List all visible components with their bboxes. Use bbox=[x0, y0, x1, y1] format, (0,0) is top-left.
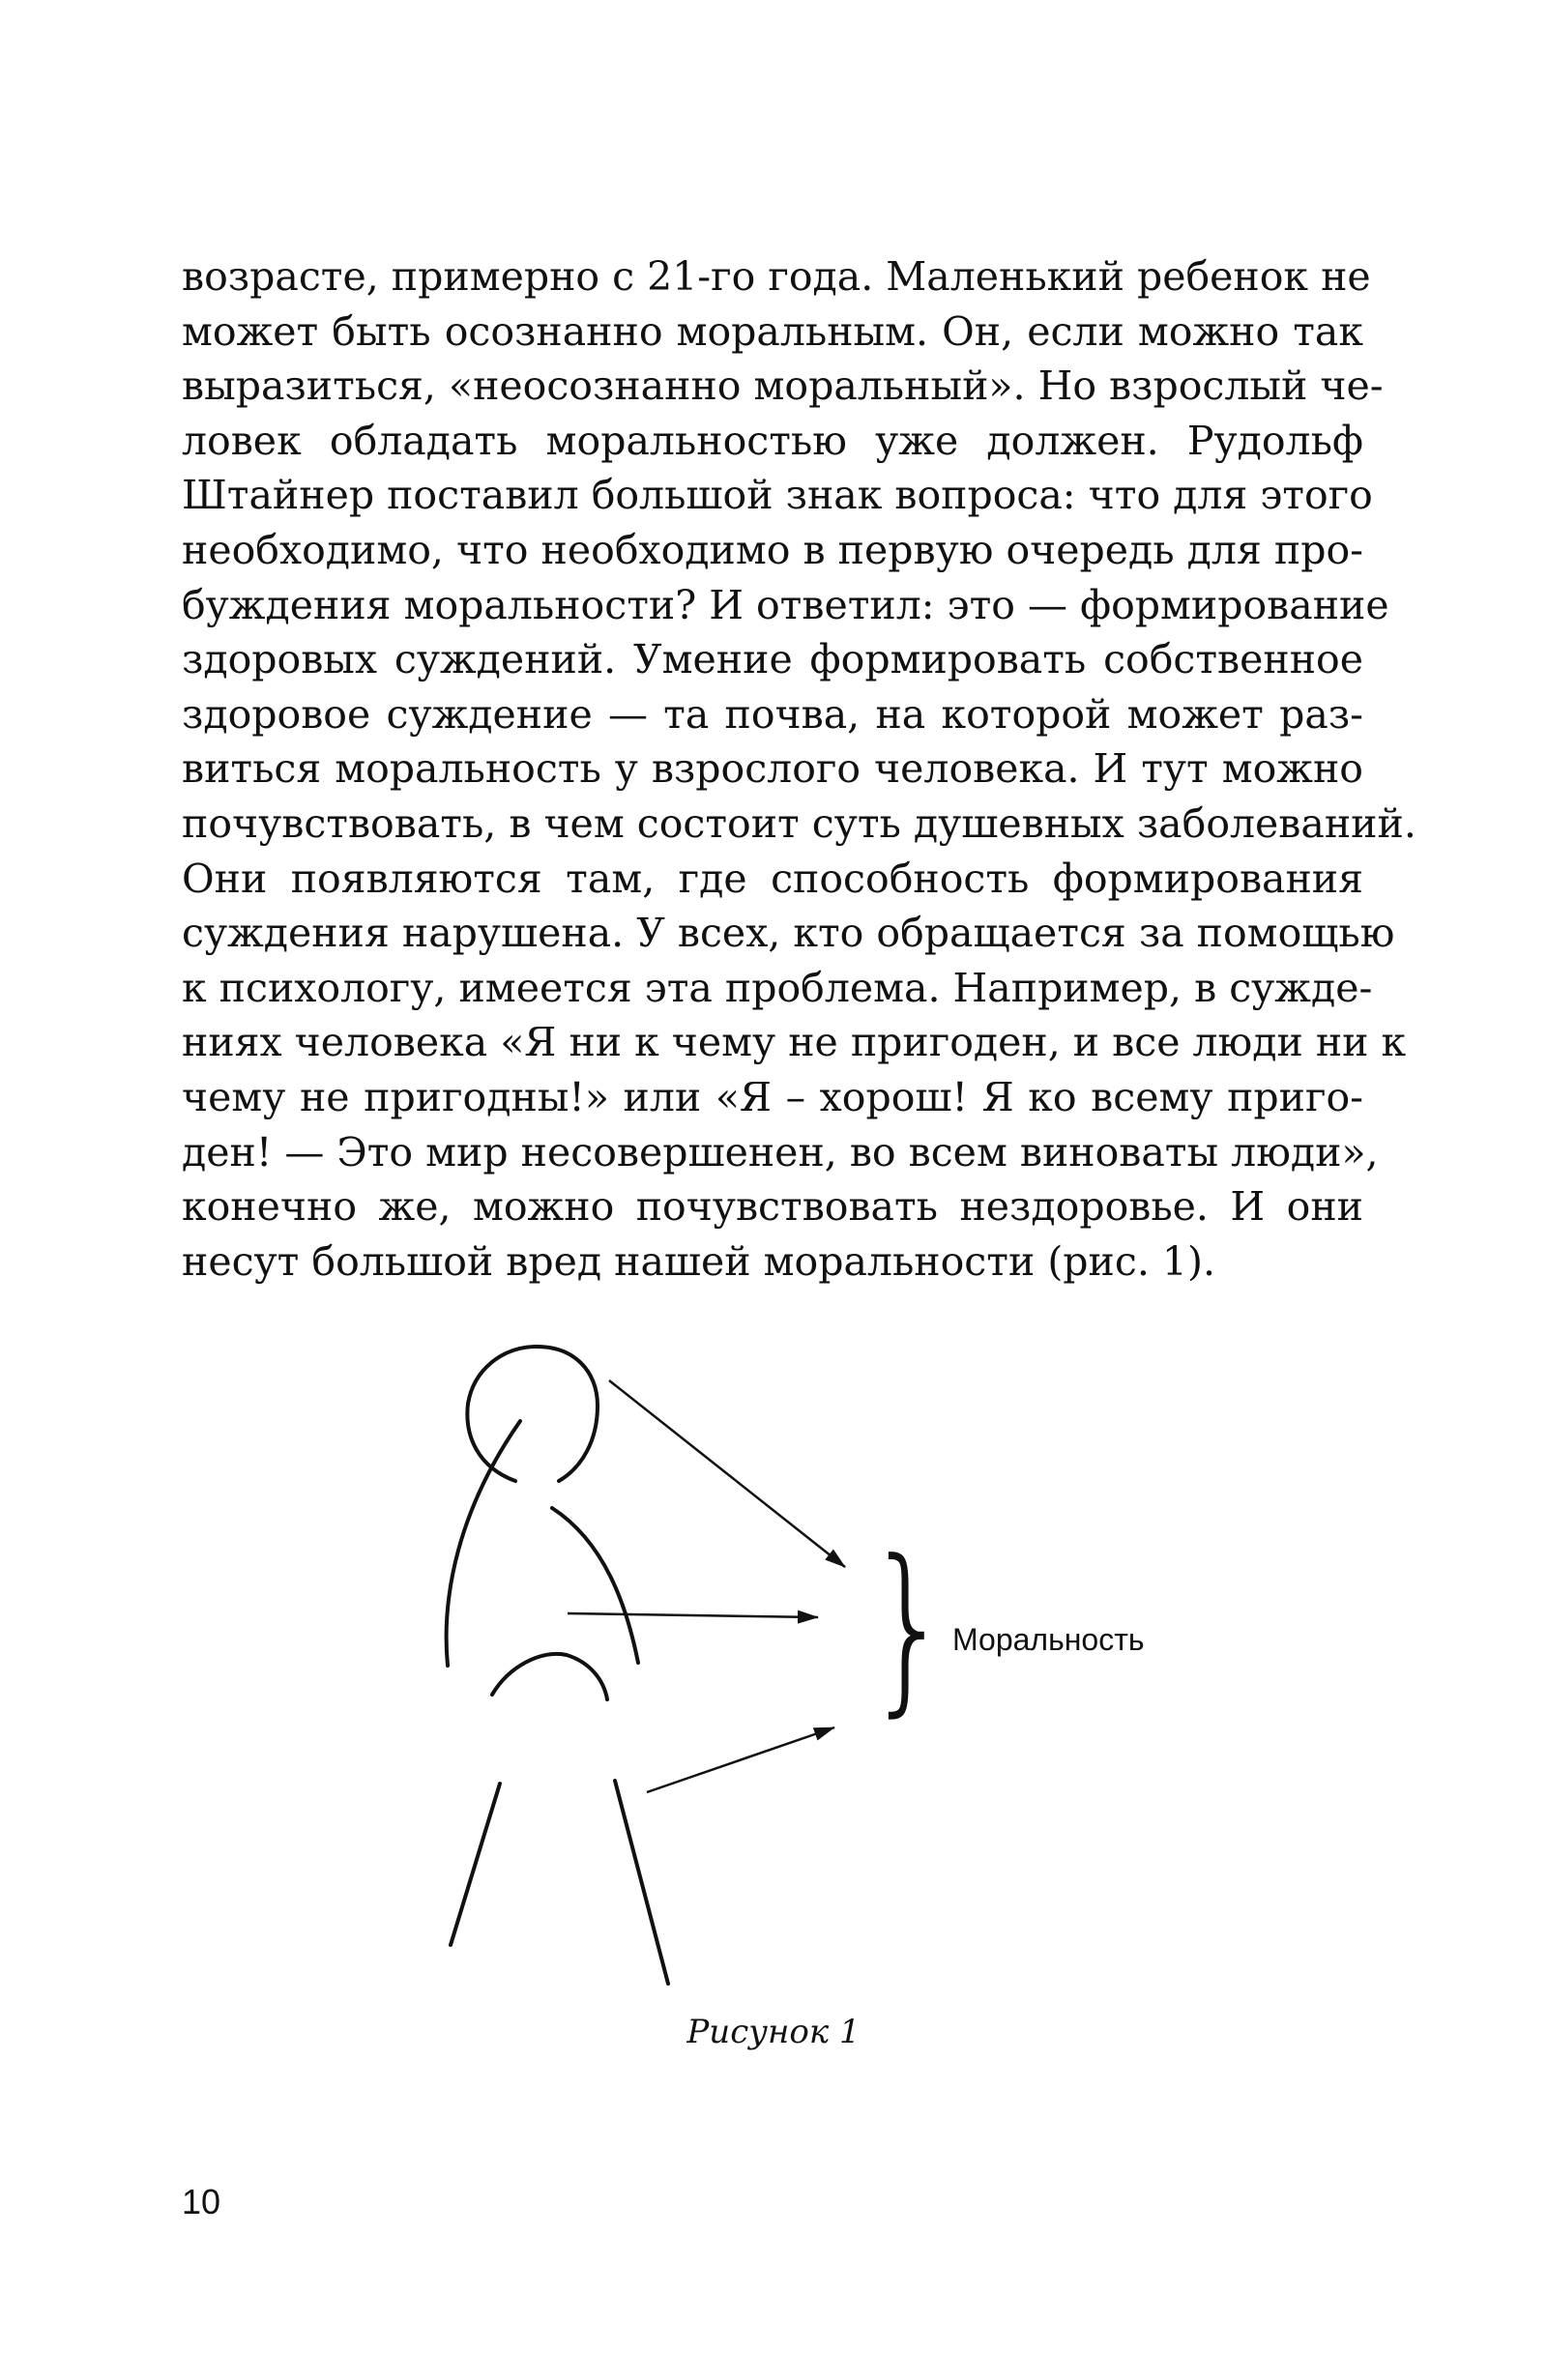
text-line: ниях человека «Я ни к чему не пригоден, и все люди ни к bbox=[182, 1019, 1407, 1066]
figure-caption: Рисунок 1 bbox=[686, 2013, 861, 2051]
text-line: ден! — Это мир несовершенен, во всем виноваты люди», bbox=[182, 1128, 1379, 1175]
right-leg bbox=[615, 1781, 668, 1984]
text-line: может быть осознанно моральным. Он, если можно так bbox=[182, 307, 1363, 355]
morality-label: Моральность bbox=[952, 1622, 1145, 1657]
text-line: виться моральность у взрослого человека. И тут можно bbox=[182, 745, 1363, 793]
text-line: выразиться, «неосознанно моральный». Но взрослый че- bbox=[182, 363, 1384, 410]
text-line: ловек обладать моральностью уже должен. Рудольф bbox=[182, 417, 1363, 464]
text-line: конечно же, можно почувствовать нездоровье. И они bbox=[182, 1183, 1363, 1231]
arrow-head-to-morality bbox=[609, 1380, 845, 1567]
arrow-limbs-to-morality bbox=[647, 1727, 834, 1792]
text-line: почувствовать, в чем состоит суть душевных заболеваний. bbox=[182, 799, 1416, 847]
inner-arc bbox=[492, 1654, 607, 1699]
text-line: несут большой вред нашей моральности (рис. 1). bbox=[182, 1237, 1216, 1285]
page-number: 10 bbox=[182, 2182, 221, 2221]
text-line: суждения нарушена. У всех, кто обращается за помощью bbox=[182, 910, 1395, 957]
text-line: к психологу, имеется эта проблема. Например, в сужде- bbox=[182, 964, 1373, 1011]
text-line: Штайнер поставил большой знак вопроса: что для этого bbox=[182, 472, 1373, 519]
text-line: возрасте, примерно с 21-го года. Маленький ребенок не bbox=[182, 253, 1371, 300]
text-line: здоровых суждений. Умение формировать собственное bbox=[182, 636, 1363, 683]
brace-symbol: } bbox=[865, 1522, 952, 1733]
figure-drawing bbox=[367, 1344, 1199, 2020]
text-line: необходимо, что необходимо в первую очередь для про- bbox=[182, 526, 1363, 573]
head-shape bbox=[467, 1347, 598, 1481]
text-line: чему не пригодны!» или «Я – хорош! Я ко всему приго- bbox=[182, 1073, 1363, 1120]
arrow-chest-to-morality bbox=[568, 1613, 818, 1617]
text-line: здоровое суждение — та почва, на которой может раз- bbox=[182, 690, 1363, 738]
left-leg bbox=[451, 1784, 500, 1945]
text-line: буждения моральности? И ответил: это — формирование bbox=[182, 581, 1389, 628]
figure-1 bbox=[367, 1344, 1199, 2020]
text-line: Они появляются там, где способность формирования bbox=[182, 855, 1363, 902]
body-text bbox=[182, 249, 1416, 1289]
body-arc bbox=[447, 1421, 638, 1666]
